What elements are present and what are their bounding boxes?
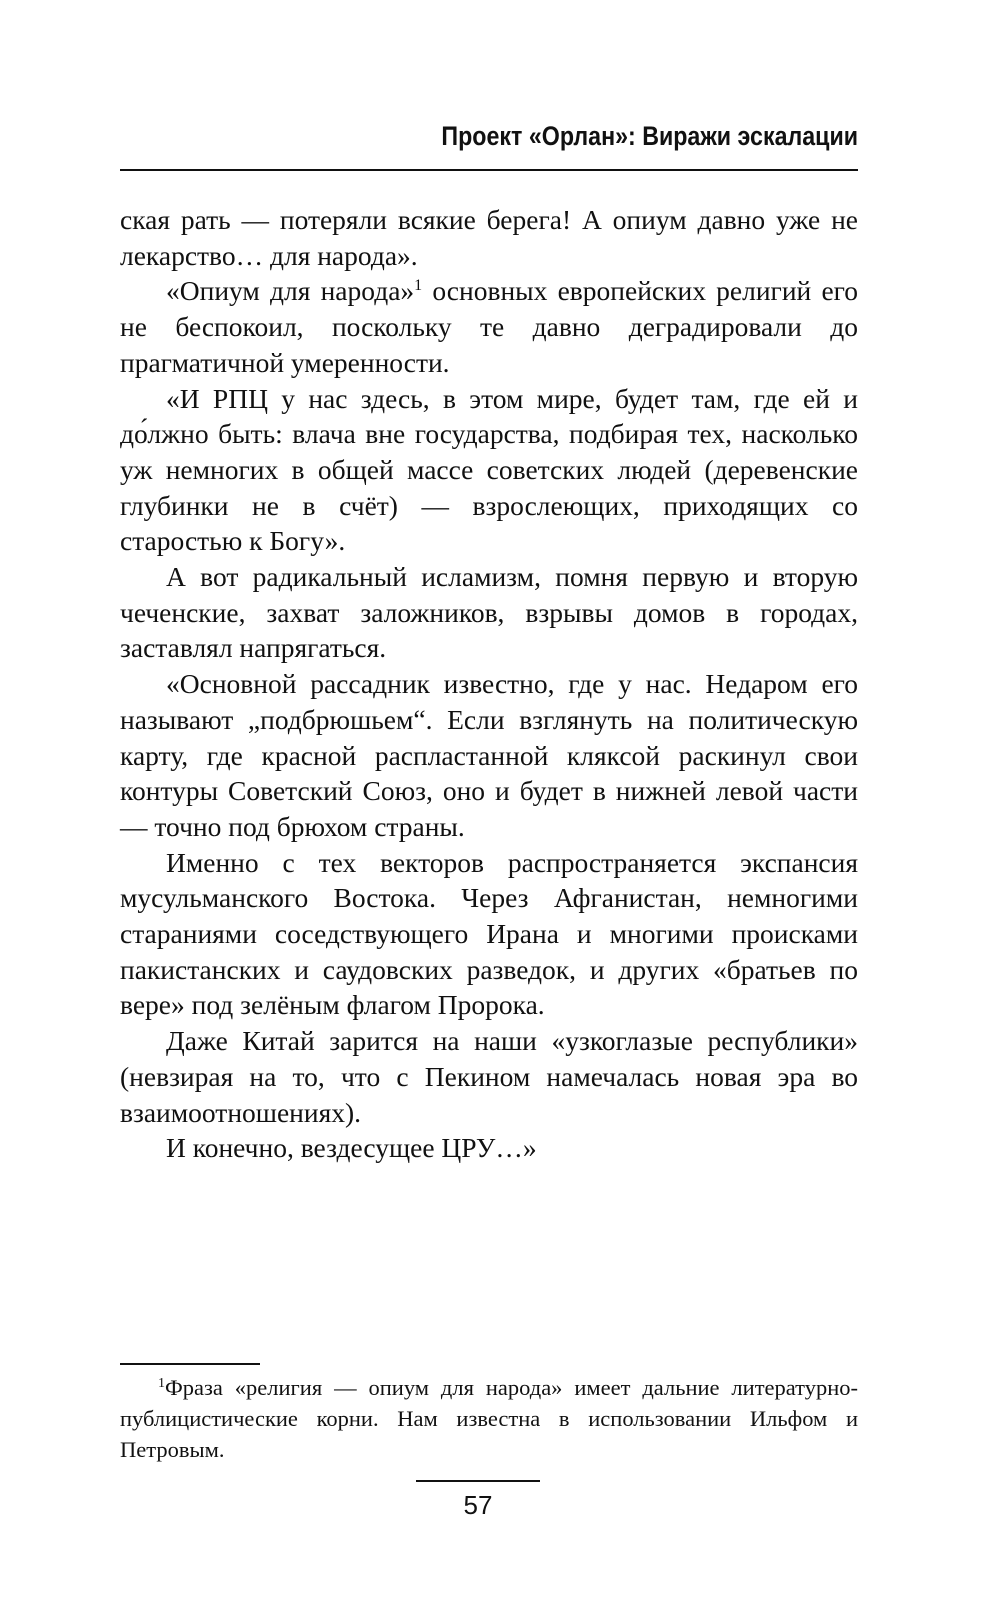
footnote-reference[interactable]: 1 [414, 277, 423, 295]
paragraph-rest: основных европейских религий его не беспокоил, поскольку те давно деградировали до прагматичной умеренности. [120, 275, 859, 378]
footnote-rule [120, 1363, 260, 1365]
paragraph [120, 273, 858, 380]
footnote [120, 1372, 858, 1465]
body-text [120, 202, 858, 1166]
paragraph: Даже Китай зарится на наши «узкоглазые республики» (невзирая на то, что с Пекином намечалась новая эра во взаимоотношениях). [120, 1025, 858, 1128]
paragraph: «И РПЦ у нас здесь, в этом мире, будет там, где ей и до́лжно быть: влача вне государства, подбирая тех, насколько уж немногих в общей массе советских людей (деревенские глубинки не в счёт) — взрослеющих, приходящих со старостью к Богу». [120, 382, 858, 557]
paragraph: А вот радикальный исламизм, помня первую и вторую чеченские, захват заложников, взрывы домов в городах, заставлял напрягаться. [120, 561, 858, 664]
paragraph: ская рать — потеряли всякие берега! А опиум давно уже не лекарство… для народа». [120, 204, 858, 271]
running-header: Проект «Орлан»: Виражи эскалации [441, 121, 858, 151]
header-rule [120, 169, 858, 171]
page-number-rule [416, 1480, 540, 1482]
footnote-text: Фраза «религия — опиум для народа» имеет дальние литературно-публицистические корни. Нам известна в использовании Ильфом и Петровым. [120, 1375, 858, 1462]
paragraph-lead: «Опиум для народа» [166, 275, 415, 307]
paragraph: «Основной рассадник известно, где у нас. Недаром его называют „подбрюшьем“. Если взглянуть на политическую карту, где красной распластанной кляксой раскинул свои контуры Советский Союз, оно и будет в нижней левой части — точно под брюхом страны. [120, 668, 858, 842]
paragraph: И конечно, вездесущее ЦРУ…» [166, 1132, 537, 1164]
footnote-marker: 1 [158, 1376, 165, 1391]
page-number: 57 [463, 1490, 493, 1520]
paragraph: Именно с тех векторов распространяется экспансия мусульманского Востока. Через Афганистан, немногими стараниями соседствующего Ирана и многими происками пакистанских и саудовских разведок, и других «братьев по вере» под зелёным флагом Пророка. [120, 846, 858, 1021]
